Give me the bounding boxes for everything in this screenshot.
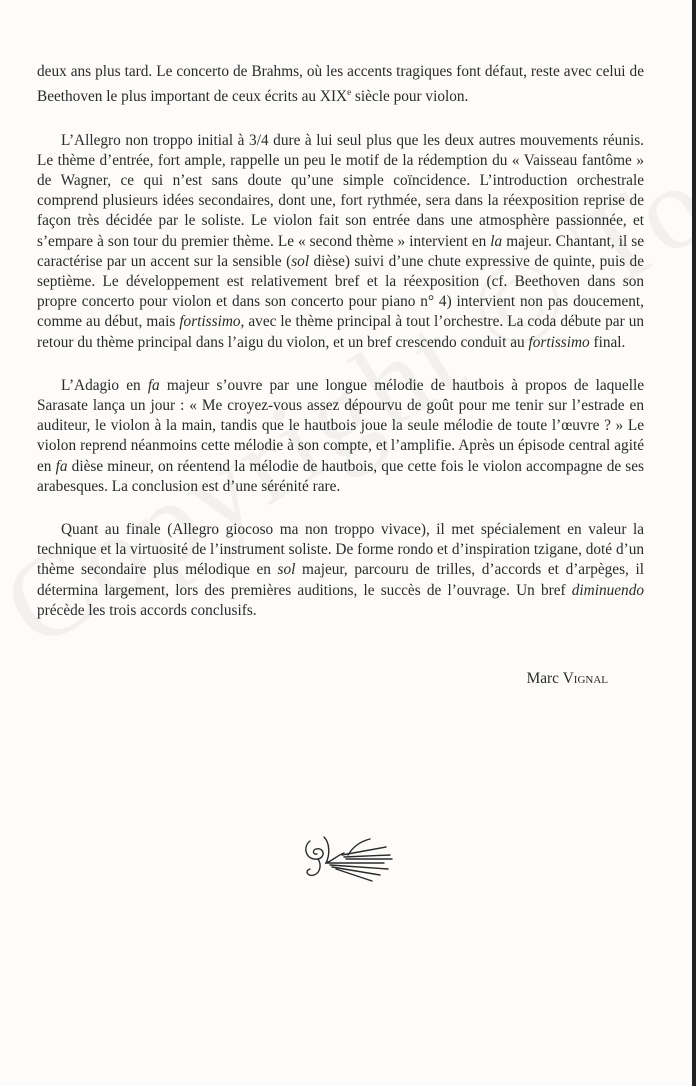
paragraph-3-text: fa [55, 457, 68, 475]
paragraph-2-text: L’Allegro non troppo initial à 3/4 dure à lui seul plus que les deux autres mouvements réunis. Le thème d’entrée, fort ample, rappelle un peu le motif de la rédemption du « Vaisseau fantôme » de Wagner, ce qui n’est sans doute qu’une simple coïncidence. L’introduction orchestrale comprend plusieurs idées secondaires, dont une, fort rythmée, sera dans la réexposition reprise de façon très décidée par le soliste. Le violon fait son entrée dans une atmosphère passionnée, et s’empare à son tour du premier thème. Le « second thème » intervient en [37, 131, 644, 250]
paragraph-2-text: la [490, 232, 503, 250]
paragraph-1 [37, 62, 644, 108]
paragraph-4-text: précède les trois accords conclusifs. [37, 601, 257, 619]
flourish-ornament-icon [296, 825, 396, 885]
paragraph-4-text: Quant au finale (Allegro giocoso ma non troppo vivace), il met spécialement en valeur la technique et la virtuosité de l’instrument soliste. De forme rondo et d’inspiration tzigane, doté d’un thème secondaire plus mélodique en [37, 520, 644, 579]
paragraph-4-text: sol [277, 561, 296, 579]
page-edge [692, 0, 696, 1086]
author-first-name: Marc [526, 670, 559, 687]
paragraph-2-text: fortissimo, [179, 313, 245, 331]
author-last-name: Vignal [562, 670, 608, 687]
paragraph-3-text: dièse mineur, on réentend la mélodie de hautbois, que cette fois le violon accompagne de ses arabesques. La conclusion est d’une sérénité rare. [37, 457, 644, 495]
paragraph-3-text: majeur s’ouvre par une longue mélodie de hautbois à propos de laquelle Sarasate lança un jour : « Me croyez-vous assez dépourvu de goût pour me tenir sur l’estrade en auditeur, le violon à la main, tandis que le hautbois joue la seule mélodie de toute l’œuvre ? » Le violon reprend néanmoins cette mélodie à son compte, et l’amplifie. Après un épisode central agité en [37, 376, 644, 475]
paragraph-2-text: majeur. Chantant, il se caractérise par un accent sur la sensible ( [37, 232, 644, 270]
paragraph-3-text: L’Adagio en [61, 376, 148, 394]
article-body [37, 62, 644, 644]
paragraph-1-text: e [347, 87, 352, 98]
paragraph-2-text: fortissimo [528, 333, 590, 351]
author-signature [527, 669, 608, 689]
paragraph-1-text: deux ans plus tard. Le concerto de Brahms, où les accents tragiques font défaut, reste avec celui de Beethoven le plus important de ceux écrits au XIX [37, 63, 644, 106]
paragraph-4-text: majeur, parcouru de trilles, d’accords et d’arpèges, il détermina largement, lors des premières auditions, le succès de l’ouvrage. Un bref [37, 561, 644, 599]
paragraph-2-text: dièse) suivi d’une chute expressive de quinte, puis de septième. Le développement est relativement bref et la réexposition (cf. Beethoven dans son propre concerto pour violon et dans son concerto pour piano n° 4) intervient non pas doucement, comme au début, mais [37, 252, 644, 331]
paragraph-2 [37, 131, 644, 353]
paragraph-2-text: sol [291, 252, 310, 270]
paragraph-2-text: avec le thème principal à tout l’orchestre. La coda débute par un retour du thème principal dans l’aigu du violon, et un bref crescendo conduit au [37, 313, 644, 351]
paragraph-2-text: final. [589, 333, 626, 351]
paragraph-3 [37, 376, 644, 497]
paragraph-3-text: fa [147, 376, 160, 394]
paragraph-1-text: siècle pour violon. [351, 88, 469, 106]
paragraph-4 [37, 520, 644, 621]
paragraph-4-text: diminuendo [571, 581, 644, 599]
